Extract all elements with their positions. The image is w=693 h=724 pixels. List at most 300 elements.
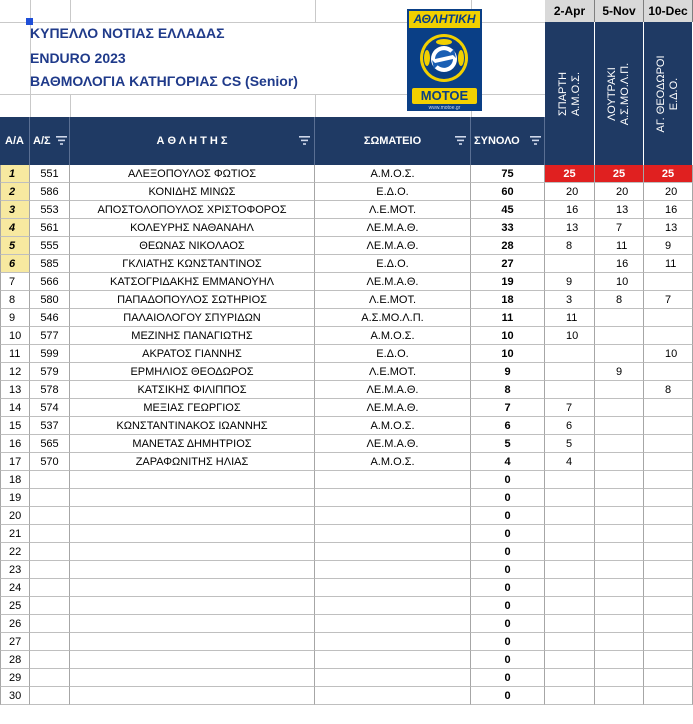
- rank-cell[interactable]: 19: [0, 489, 30, 507]
- bib-number-cell[interactable]: 578: [30, 381, 70, 399]
- filter-icon[interactable]: [299, 136, 310, 145]
- club-cell[interactable]: ΛΕ.Μ.Α.Θ.: [315, 273, 471, 291]
- athlete-name-cell[interactable]: ΜΕΖΙΝΗΣ ΠΑΝΑΓΙΩΤΗΣ: [70, 327, 315, 345]
- rank-cell[interactable]: 15: [0, 417, 30, 435]
- total-points-cell[interactable]: 33: [471, 219, 545, 237]
- race-name-1: [545, 22, 595, 165]
- race-2-points-cell[interactable]: [595, 579, 644, 597]
- total-points-cell[interactable]: 11: [471, 309, 545, 327]
- table-row: [0, 579, 693, 597]
- race-3-points-cell[interactable]: 8: [644, 381, 693, 399]
- table-row: [0, 417, 693, 435]
- total-points-cell[interactable]: 19: [471, 273, 545, 291]
- table-row: [0, 309, 693, 327]
- race-3-points-cell[interactable]: [644, 651, 693, 669]
- bib-number-cell[interactable]: 570: [30, 453, 70, 471]
- total-points-cell[interactable]: 28: [471, 237, 545, 255]
- club-cell[interactable]: [315, 687, 471, 705]
- race-1-points-cell[interactable]: 16: [545, 201, 595, 219]
- race-1-points-cell[interactable]: 20: [545, 183, 595, 201]
- bib-number-cell[interactable]: [30, 507, 70, 525]
- rank-cell[interactable]: 26: [0, 615, 30, 633]
- race-name-3: [644, 22, 693, 165]
- race-2-points-cell[interactable]: 16: [595, 255, 644, 273]
- athlete-name-cell[interactable]: ΚΩΝΣΤΑΝΤΙΝΑΚΟΣ ΙΩΑΝΝΗΣ: [70, 417, 315, 435]
- table-row: [0, 273, 693, 291]
- race-1-points-cell[interactable]: [545, 471, 595, 489]
- bib-number-cell[interactable]: 580: [30, 291, 70, 309]
- rank-cell[interactable]: 17: [0, 453, 30, 471]
- race-name-3-line2: Ε.Δ.Ο.: [668, 77, 680, 110]
- club-cell[interactable]: [315, 525, 471, 543]
- bib-number-cell[interactable]: [30, 579, 70, 597]
- race-3-points-cell[interactable]: [644, 543, 693, 561]
- column-header-as-label: Α/Σ: [33, 135, 51, 147]
- gridline: [70, 0, 71, 22]
- race-date-2: 5-Nov: [595, 0, 644, 22]
- rank-cell[interactable]: 30: [0, 687, 30, 705]
- column-header-total-label: ΣΥΝΟΛΟ: [474, 135, 520, 147]
- club-cell[interactable]: [315, 633, 471, 651]
- race-1-points-cell[interactable]: 11: [545, 309, 595, 327]
- rank-cell[interactable]: 13: [0, 381, 30, 399]
- race-1-points-cell[interactable]: 13: [545, 219, 595, 237]
- athlete-name-cell[interactable]: [70, 633, 315, 651]
- club-cell[interactable]: [315, 543, 471, 561]
- race-2-points-cell[interactable]: [595, 651, 644, 669]
- rank-cell[interactable]: 23: [0, 561, 30, 579]
- table-row: [0, 651, 693, 669]
- rank-cell[interactable]: 1: [0, 165, 30, 183]
- race-3-points-cell[interactable]: [644, 597, 693, 615]
- race-3-points-cell[interactable]: [644, 561, 693, 579]
- bib-number-cell[interactable]: [30, 543, 70, 561]
- club-cell[interactable]: Α.Μ.Ο.Σ.: [315, 327, 471, 345]
- bib-number-cell[interactable]: [30, 687, 70, 705]
- total-points-cell[interactable]: 0: [471, 615, 545, 633]
- athlete-name-cell[interactable]: ΕΡΜΗΛΙΟΣ ΘΕΟΔΩΡΟΣ: [70, 363, 315, 381]
- total-points-cell[interactable]: 27: [471, 255, 545, 273]
- athlete-name-cell[interactable]: [70, 579, 315, 597]
- race-2-points-cell[interactable]: [595, 327, 644, 345]
- bib-number-cell[interactable]: [30, 489, 70, 507]
- gridline: [315, 0, 316, 22]
- total-points-cell[interactable]: 4: [471, 453, 545, 471]
- race-2-points-cell[interactable]: 7: [595, 219, 644, 237]
- athlete-name-cell[interactable]: [70, 651, 315, 669]
- bib-number-cell[interactable]: 551: [30, 165, 70, 183]
- race-1-points-cell[interactable]: 7: [545, 399, 595, 417]
- bib-number-cell[interactable]: [30, 525, 70, 543]
- race-1-points-cell[interactable]: [545, 633, 595, 651]
- club-cell[interactable]: Α.Μ.Ο.Σ.: [315, 165, 471, 183]
- club-cell[interactable]: [315, 561, 471, 579]
- bib-number-cell[interactable]: [30, 651, 70, 669]
- total-points-cell[interactable]: 0: [471, 489, 545, 507]
- race-date-1: 2-Apr: [545, 0, 595, 22]
- club-cell[interactable]: [315, 669, 471, 687]
- club-cell[interactable]: Ε.Δ.Ο.: [315, 255, 471, 273]
- bib-number-cell[interactable]: [30, 597, 70, 615]
- rank-cell[interactable]: 6: [0, 255, 30, 273]
- table-row: [0, 507, 693, 525]
- athlete-name-cell[interactable]: ΑΠΟΣΤΟΛΟΠΟΥΛΟΣ ΧΡΙΣΤΟΦΟΡΟΣ: [70, 201, 315, 219]
- race-1-points-cell[interactable]: [545, 345, 595, 363]
- total-points-cell[interactable]: 0: [471, 525, 545, 543]
- rank-cell[interactable]: 22: [0, 543, 30, 561]
- club-cell[interactable]: ΛΕ.Μ.Α.Θ.: [315, 219, 471, 237]
- athlete-name-cell[interactable]: [70, 525, 315, 543]
- club-cell[interactable]: ΛΕ.Μ.Α.Θ.: [315, 435, 471, 453]
- race-2-points-cell[interactable]: [595, 345, 644, 363]
- athlete-name-cell[interactable]: ΑΛΕΞΟΠΟΥΛΟΣ ΦΩΤΙΟΣ: [70, 165, 315, 183]
- race-3-points-cell[interactable]: [644, 489, 693, 507]
- race-3-points-cell[interactable]: 20: [644, 183, 693, 201]
- gridline: [30, 94, 31, 117]
- race-1-points-cell[interactable]: [545, 489, 595, 507]
- club-cell[interactable]: Ε.Δ.Ο.: [315, 345, 471, 363]
- race-1-points-cell[interactable]: [545, 669, 595, 687]
- bib-number-cell[interactable]: [30, 669, 70, 687]
- rank-cell[interactable]: 28: [0, 651, 30, 669]
- column-header-athlete[interactable]: [70, 117, 315, 165]
- race-name-2-line2: Α.Σ.ΜΟ.Λ.Π.: [619, 62, 631, 125]
- race-3-points-cell[interactable]: 9: [644, 237, 693, 255]
- athlete-name-cell[interactable]: [70, 669, 315, 687]
- race-2-points-cell[interactable]: [595, 597, 644, 615]
- race-1-points-cell[interactable]: [545, 381, 595, 399]
- table-row: [0, 363, 693, 381]
- race-3-points-cell[interactable]: [644, 399, 693, 417]
- bib-number-cell[interactable]: 565: [30, 435, 70, 453]
- rank-cell[interactable]: 12: [0, 363, 30, 381]
- athlete-name-cell[interactable]: ΚΑΤΣΙΚΗΣ ΦΙΛΙΠΠΟΣ: [70, 381, 315, 399]
- race-2-points-cell[interactable]: [595, 669, 644, 687]
- race-2-points-cell[interactable]: 8: [595, 291, 644, 309]
- bib-number-cell[interactable]: 566: [30, 273, 70, 291]
- athlete-name-cell[interactable]: [70, 543, 315, 561]
- column-header-aa: Α/Α: [0, 117, 30, 165]
- race-1-points-cell[interactable]: [545, 579, 595, 597]
- race-1-points-cell[interactable]: 3: [545, 291, 595, 309]
- race-column-1: [545, 0, 595, 165]
- race-3-points-cell[interactable]: [644, 327, 693, 345]
- race-3-points-cell[interactable]: [644, 579, 693, 597]
- athlete-name-cell[interactable]: [70, 489, 315, 507]
- bib-number-cell[interactable]: 553: [30, 201, 70, 219]
- race-1-points-cell[interactable]: [545, 507, 595, 525]
- race-2-points-cell[interactable]: [595, 381, 644, 399]
- rank-cell[interactable]: 7: [0, 273, 30, 291]
- athlete-name-cell[interactable]: ΜΕΞΙΑΣ ΓΕΩΡΓΙΟΣ: [70, 399, 315, 417]
- total-points-cell[interactable]: 0: [471, 651, 545, 669]
- athlete-name-cell[interactable]: ΑΚΡΑΤΟΣ ΓΙΑΝΝΗΣ: [70, 345, 315, 363]
- column-header-as[interactable]: [30, 117, 70, 165]
- race-3-points-cell[interactable]: [644, 687, 693, 705]
- club-cell[interactable]: ΛΕ.Μ.Α.Θ.: [315, 237, 471, 255]
- club-cell[interactable]: [315, 489, 471, 507]
- athlete-name-cell[interactable]: ΠΑΛΑΙΟΛΟΓΟΥ ΣΠΥΡΙΔΩΝ: [70, 309, 315, 327]
- club-cell[interactable]: ΛΕ.Μ.Α.Θ.: [315, 381, 471, 399]
- race-3-points-cell[interactable]: 11: [644, 255, 693, 273]
- rank-cell[interactable]: 2: [0, 183, 30, 201]
- bib-number-cell[interactable]: 577: [30, 327, 70, 345]
- race-2-points-cell[interactable]: [595, 417, 644, 435]
- logo-url-text: www.motoe.gr: [428, 105, 461, 111]
- club-cell[interactable]: ΛΕ.Μ.Α.Θ.: [315, 399, 471, 417]
- race-2-points-cell[interactable]: [595, 687, 644, 705]
- rank-cell[interactable]: 10: [0, 327, 30, 345]
- title-category: ΒΑΘΜΟΛΟΓΙΑ ΚΑΤΗΓΟΡΙΑΣ CS (Senior): [30, 73, 298, 89]
- filter-icon[interactable]: [455, 136, 466, 145]
- race-3-points-cell[interactable]: 10: [644, 345, 693, 363]
- race-2-points-cell[interactable]: [595, 633, 644, 651]
- race-3-points-cell[interactable]: [644, 471, 693, 489]
- race-3-points-cell[interactable]: [644, 525, 693, 543]
- table-row: [0, 669, 693, 687]
- total-points-cell[interactable]: 0: [471, 543, 545, 561]
- race-1-points-cell[interactable]: [545, 543, 595, 561]
- athlete-name-cell[interactable]: [70, 507, 315, 525]
- race-3-points-cell[interactable]: [644, 273, 693, 291]
- race-3-points-cell[interactable]: [644, 507, 693, 525]
- bib-number-cell[interactable]: 579: [30, 363, 70, 381]
- race-2-points-cell[interactable]: 10: [595, 273, 644, 291]
- athlete-name-cell[interactable]: ΖΑΡΑΦΩΝΙΤΗΣ ΗΛΙΑΣ: [70, 453, 315, 471]
- race-2-points-cell[interactable]: [595, 561, 644, 579]
- race-3-points-cell[interactable]: [644, 669, 693, 687]
- club-cell[interactable]: [315, 471, 471, 489]
- total-points-cell[interactable]: 0: [471, 669, 545, 687]
- bib-number-cell[interactable]: 574: [30, 399, 70, 417]
- table-row: [0, 435, 693, 453]
- race-3-points-cell[interactable]: 25: [644, 165, 693, 183]
- race-1-points-cell[interactable]: [545, 561, 595, 579]
- club-cell[interactable]: [315, 597, 471, 615]
- race-1-points-cell[interactable]: 6: [545, 417, 595, 435]
- athlete-name-cell[interactable]: [70, 687, 315, 705]
- rank-cell[interactable]: 8: [0, 291, 30, 309]
- logo-top-text: ΑΘΛΗΤΙΚΗ: [409, 11, 480, 28]
- total-points-cell[interactable]: 5: [471, 435, 545, 453]
- bib-number-cell[interactable]: 555: [30, 237, 70, 255]
- race-3-points-cell[interactable]: [644, 309, 693, 327]
- race-2-points-cell[interactable]: [595, 453, 644, 471]
- table-row: [0, 453, 693, 471]
- race-1-points-cell[interactable]: [545, 615, 595, 633]
- race-1-points-cell[interactable]: 4: [545, 453, 595, 471]
- column-header-club-label: ΣΩΜΑΤΕΙΟ: [363, 135, 422, 147]
- race-name-3-line1: ΑΓ. ΘΕΟΔΩΡΟΙ: [655, 54, 667, 133]
- race-2-points-cell[interactable]: [595, 489, 644, 507]
- total-points-cell[interactable]: 9: [471, 363, 545, 381]
- filter-icon[interactable]: [56, 136, 67, 145]
- total-points-cell[interactable]: 10: [471, 345, 545, 363]
- race-3-points-cell[interactable]: [644, 435, 693, 453]
- rank-cell[interactable]: 27: [0, 633, 30, 651]
- race-3-points-cell[interactable]: [644, 615, 693, 633]
- race-3-points-cell[interactable]: 16: [644, 201, 693, 219]
- cell-cursor-marker: [26, 18, 33, 25]
- total-points-cell[interactable]: 45: [471, 201, 545, 219]
- race-1-points-cell[interactable]: 8: [545, 237, 595, 255]
- race-3-points-cell[interactable]: [644, 633, 693, 651]
- table-row: [0, 543, 693, 561]
- athlete-name-cell[interactable]: ΚΟΝΙΔΗΣ ΜΙΝΩΣ: [70, 183, 315, 201]
- logo-emblem-icon: [419, 33, 469, 83]
- athlete-name-cell[interactable]: ΓΚΛΙΑΤΗΣ ΚΩΝΣΤΑΝΤΙΝΟΣ: [70, 255, 315, 273]
- race-2-points-cell[interactable]: [595, 309, 644, 327]
- athlete-name-cell[interactable]: ΚΟΛΕΥΡΗΣ ΝΑΘΑΝΑΗΛ: [70, 219, 315, 237]
- race-1-points-cell[interactable]: 5: [545, 435, 595, 453]
- title-cup: ΚΥΠΕΛΛΟ ΝΟΤΙΑΣ ΕΛΛΑΔΑΣ: [30, 25, 225, 41]
- athlete-name-cell[interactable]: ΜΑΝΕΤΑΣ ΔΗΜΗΤΡΙΟΣ: [70, 435, 315, 453]
- race-2-points-cell[interactable]: [595, 435, 644, 453]
- total-points-cell[interactable]: 0: [471, 471, 545, 489]
- filter-icon[interactable]: [530, 136, 541, 145]
- race-2-points-cell[interactable]: 11: [595, 237, 644, 255]
- bib-number-cell[interactable]: 546: [30, 309, 70, 327]
- club-cell[interactable]: Λ.Ε.ΜΟΤ.: [315, 291, 471, 309]
- race-date-3: 10-Dec: [644, 0, 693, 22]
- race-3-points-cell[interactable]: 13: [644, 219, 693, 237]
- bib-number-cell[interactable]: [30, 471, 70, 489]
- race-2-points-cell[interactable]: [595, 399, 644, 417]
- table-row: [0, 345, 693, 363]
- athlete-name-cell[interactable]: [70, 615, 315, 633]
- race-3-points-cell[interactable]: [644, 453, 693, 471]
- race-1-points-cell[interactable]: [545, 363, 595, 381]
- race-2-points-cell[interactable]: [595, 507, 644, 525]
- title-event: ENDURO 2023: [30, 50, 126, 66]
- race-3-points-cell[interactable]: 7: [644, 291, 693, 309]
- rank-cell[interactable]: 5: [0, 237, 30, 255]
- rank-cell[interactable]: 25: [0, 597, 30, 615]
- athlete-name-cell[interactable]: ΠΑΠΑΔΟΠΟΥΛΟΣ ΣΩΤΗΡΙΟΣ: [70, 291, 315, 309]
- table-row: [0, 327, 693, 345]
- bib-number-cell[interactable]: [30, 561, 70, 579]
- rank-cell[interactable]: 20: [0, 507, 30, 525]
- race-2-points-cell[interactable]: [595, 615, 644, 633]
- athlete-name-cell[interactable]: ΘΕΩΝΑΣ ΝΙΚΟΛΑΟΣ: [70, 237, 315, 255]
- table-row: [0, 615, 693, 633]
- bib-number-cell[interactable]: 537: [30, 417, 70, 435]
- total-points-cell[interactable]: 0: [471, 507, 545, 525]
- total-points-cell[interactable]: 18: [471, 291, 545, 309]
- table-row: [0, 633, 693, 651]
- athlete-name-cell[interactable]: [70, 597, 315, 615]
- gridline: [70, 94, 71, 117]
- rank-cell[interactable]: 24: [0, 579, 30, 597]
- column-header-total[interactable]: [471, 117, 545, 165]
- club-cell[interactable]: Λ.Ε.ΜΟΤ.: [315, 363, 471, 381]
- club-cell[interactable]: [315, 507, 471, 525]
- rank-cell[interactable]: 11: [0, 345, 30, 363]
- race-1-points-cell[interactable]: [545, 597, 595, 615]
- athlete-name-cell[interactable]: [70, 471, 315, 489]
- rank-cell[interactable]: 16: [0, 435, 30, 453]
- rank-cell[interactable]: 3: [0, 201, 30, 219]
- race-2-points-cell[interactable]: 25: [595, 165, 644, 183]
- total-points-cell[interactable]: 7: [471, 399, 545, 417]
- club-cell[interactable]: Α.Μ.Ο.Σ.: [315, 453, 471, 471]
- race-2-points-cell[interactable]: [595, 471, 644, 489]
- club-cell[interactable]: [315, 615, 471, 633]
- race-1-points-cell[interactable]: [545, 651, 595, 669]
- total-points-cell[interactable]: 0: [471, 597, 545, 615]
- race-1-points-cell[interactable]: 25: [545, 165, 595, 183]
- table-row: [0, 183, 693, 201]
- race-2-points-cell[interactable]: [595, 543, 644, 561]
- race-1-points-cell[interactable]: [545, 687, 595, 705]
- total-points-cell[interactable]: 75: [471, 165, 545, 183]
- total-points-cell[interactable]: 6: [471, 417, 545, 435]
- table-row: [0, 561, 693, 579]
- race-1-points-cell[interactable]: 9: [545, 273, 595, 291]
- race-column-3: [644, 0, 693, 165]
- club-cell[interactable]: Α.Μ.Ο.Σ.: [315, 417, 471, 435]
- club-cell[interactable]: [315, 579, 471, 597]
- rank-cell[interactable]: 21: [0, 525, 30, 543]
- club-cell[interactable]: Λ.Ε.ΜΟΤ.: [315, 201, 471, 219]
- bib-number-cell[interactable]: [30, 633, 70, 651]
- race-3-points-cell[interactable]: [644, 363, 693, 381]
- race-1-points-cell[interactable]: [545, 255, 595, 273]
- club-cell[interactable]: Ε.Δ.Ο.: [315, 183, 471, 201]
- total-points-cell[interactable]: 0: [471, 687, 545, 705]
- total-points-cell[interactable]: 8: [471, 381, 545, 399]
- total-points-cell[interactable]: 10: [471, 327, 545, 345]
- rank-cell[interactable]: 29: [0, 669, 30, 687]
- athlete-name-cell[interactable]: [70, 561, 315, 579]
- rank-cell[interactable]: 14: [0, 399, 30, 417]
- table-row: [0, 381, 693, 399]
- race-2-points-cell[interactable]: 9: [595, 363, 644, 381]
- bib-number-cell[interactable]: 585: [30, 255, 70, 273]
- race-2-points-cell[interactable]: [595, 525, 644, 543]
- table-row: [0, 237, 693, 255]
- table-row: [0, 201, 693, 219]
- race-column-2: [595, 0, 644, 165]
- bib-number-cell[interactable]: 586: [30, 183, 70, 201]
- bib-number-cell[interactable]: 599: [30, 345, 70, 363]
- athlete-name-cell[interactable]: ΚΑΤΣΟΓΡΙΔΑΚΗΣ ΕΜΜΑΝΟΥΗΛ: [70, 273, 315, 291]
- total-points-cell[interactable]: 60: [471, 183, 545, 201]
- table-row: [0, 399, 693, 417]
- bib-number-cell[interactable]: [30, 615, 70, 633]
- race-2-points-cell[interactable]: 13: [595, 201, 644, 219]
- total-points-cell[interactable]: 0: [471, 633, 545, 651]
- race-3-points-cell[interactable]: [644, 417, 693, 435]
- rank-cell[interactable]: 9: [0, 309, 30, 327]
- total-points-cell[interactable]: 0: [471, 579, 545, 597]
- race-1-points-cell[interactable]: 10: [545, 327, 595, 345]
- club-cell[interactable]: Α.Σ.ΜΟ.Λ.Π.: [315, 309, 471, 327]
- total-points-cell[interactable]: 0: [471, 561, 545, 579]
- column-header-club[interactable]: [315, 117, 471, 165]
- rank-cell[interactable]: 18: [0, 471, 30, 489]
- column-header-athlete-label: Α Θ Λ Η Τ Η Σ: [156, 135, 228, 147]
- table-row: [0, 471, 693, 489]
- table-row: [0, 219, 693, 237]
- bib-number-cell[interactable]: 561: [30, 219, 70, 237]
- race-1-points-cell[interactable]: [545, 525, 595, 543]
- rank-cell[interactable]: 4: [0, 219, 30, 237]
- table-row: [0, 255, 693, 273]
- race-2-points-cell[interactable]: 20: [595, 183, 644, 201]
- club-cell[interactable]: [315, 651, 471, 669]
- table-row: [0, 687, 693, 705]
